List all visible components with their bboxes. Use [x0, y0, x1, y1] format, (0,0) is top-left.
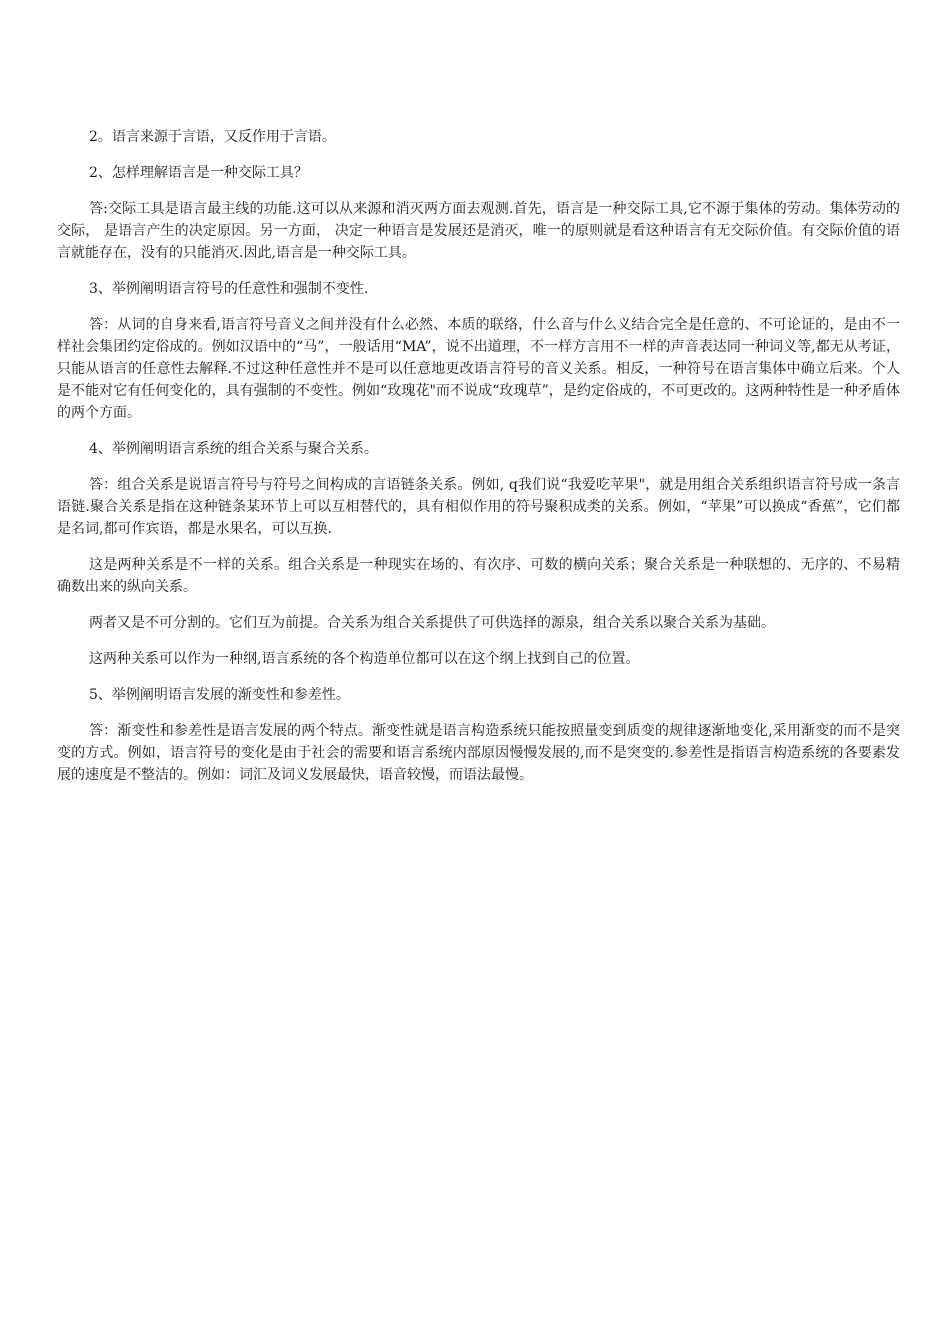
question-heading: 2、怎样理解语言是一种交际工具？ — [89, 165, 308, 181]
document-page — [57, 126, 900, 800]
answer-paragraph: 答：渐变性和参差性是语言发展的两个特点。渐变性就是语言构造系统只能按照量变到质变的规律逐渐地变化,采用渐变的而不是突变的方式。例如，语言符号的变化是由于社会的需要和语言系统内部原因慢慢发展的,而不是突变的.参差性是指语言构造系统的各要素发展的速度是不整洁的。例如：词汇及词义发展最快，语音较慢，而语法最慢。 — [57, 723, 900, 783]
answer-paragraph: 两者又是不可分割的。它们互为前提。合关系为组合关系提供了可供选择的源泉，组合关系以聚合关系为基础。 — [89, 615, 775, 631]
question-heading: 3、举例阐明语言符号的任意性和强制不变性. — [89, 281, 369, 297]
answer-paragraph: 答:交际工具是语言最主线的功能.这可以从来源和消灭两方面去观测.首先，语言是一种交际工具,它不源于集体的劳动。集体劳动的交际， 是语言产生的决定原因。另一方面， 决定一种语言是发展还是消灭，唯一的原则就是看这种语言有无交际价值。有交际价值的语言就能存在，没有的只能消灭.因此,语言是一种交际工具。 — [57, 201, 900, 261]
answer-paragraph: 这是两种关系是不一样的关系。组合关系是一种现实在场的、有次序、可数的横向关系；聚合关系是一种联想的、无序的、不易精确数出来的纵向关系。 — [57, 557, 900, 595]
answer-paragraph: 这两种关系可以作为一种纲,语言系统的各个构造单位都可以在这个纲上找到自己的位置。 — [89, 651, 640, 667]
answer-paragraph: 答：从词的自身来看,语言符号音义之间并没有什么必然、本质的联络，什么音与什么义结合完全是任意的、不可论证的，是由不一样社会集团约定俗成的。例如汉语中的“马”，一般话用“MA”，说不出道理，不一样方言用不一样的声音表达同一种词义等,都无从考证，只能从语言的任意性去解释.不过这种任意性并不是可以任意地更改语言符号的音义关系。相反，一种符号在语言集体中确立后来。个人是不能对它有任何变化的，具有强制的不变性。例如“玫瑰花"而不说成“玫瑰草”，是约定俗成的，不可更改的。这两种特性是一种矛盾体的两个方面。 — [57, 317, 900, 421]
question-heading: 5、举例阐明语言发展的渐变性和参差性。 — [89, 687, 350, 703]
statement-paragraph: 2。语言来源于言语，又反作用于言语。 — [89, 129, 336, 145]
question-heading: 4、举例阐明语言系统的组合关系与聚合关系。 — [89, 441, 378, 457]
answer-paragraph: 答：组合关系是说语言符号与符号之间构成的言语链条关系。例如, q我们说“我爱吃苹果"，就是用组合关系组织语言符号成一条言语链.聚合关系是指在这种链条某环节上可以互相替代的，具有相似作用的符号聚积成类的关系。例如，“苹果”可以换成“香蕉”，它们都是名词,都可作宾语，都是水果名，可以互换. — [57, 477, 900, 537]
